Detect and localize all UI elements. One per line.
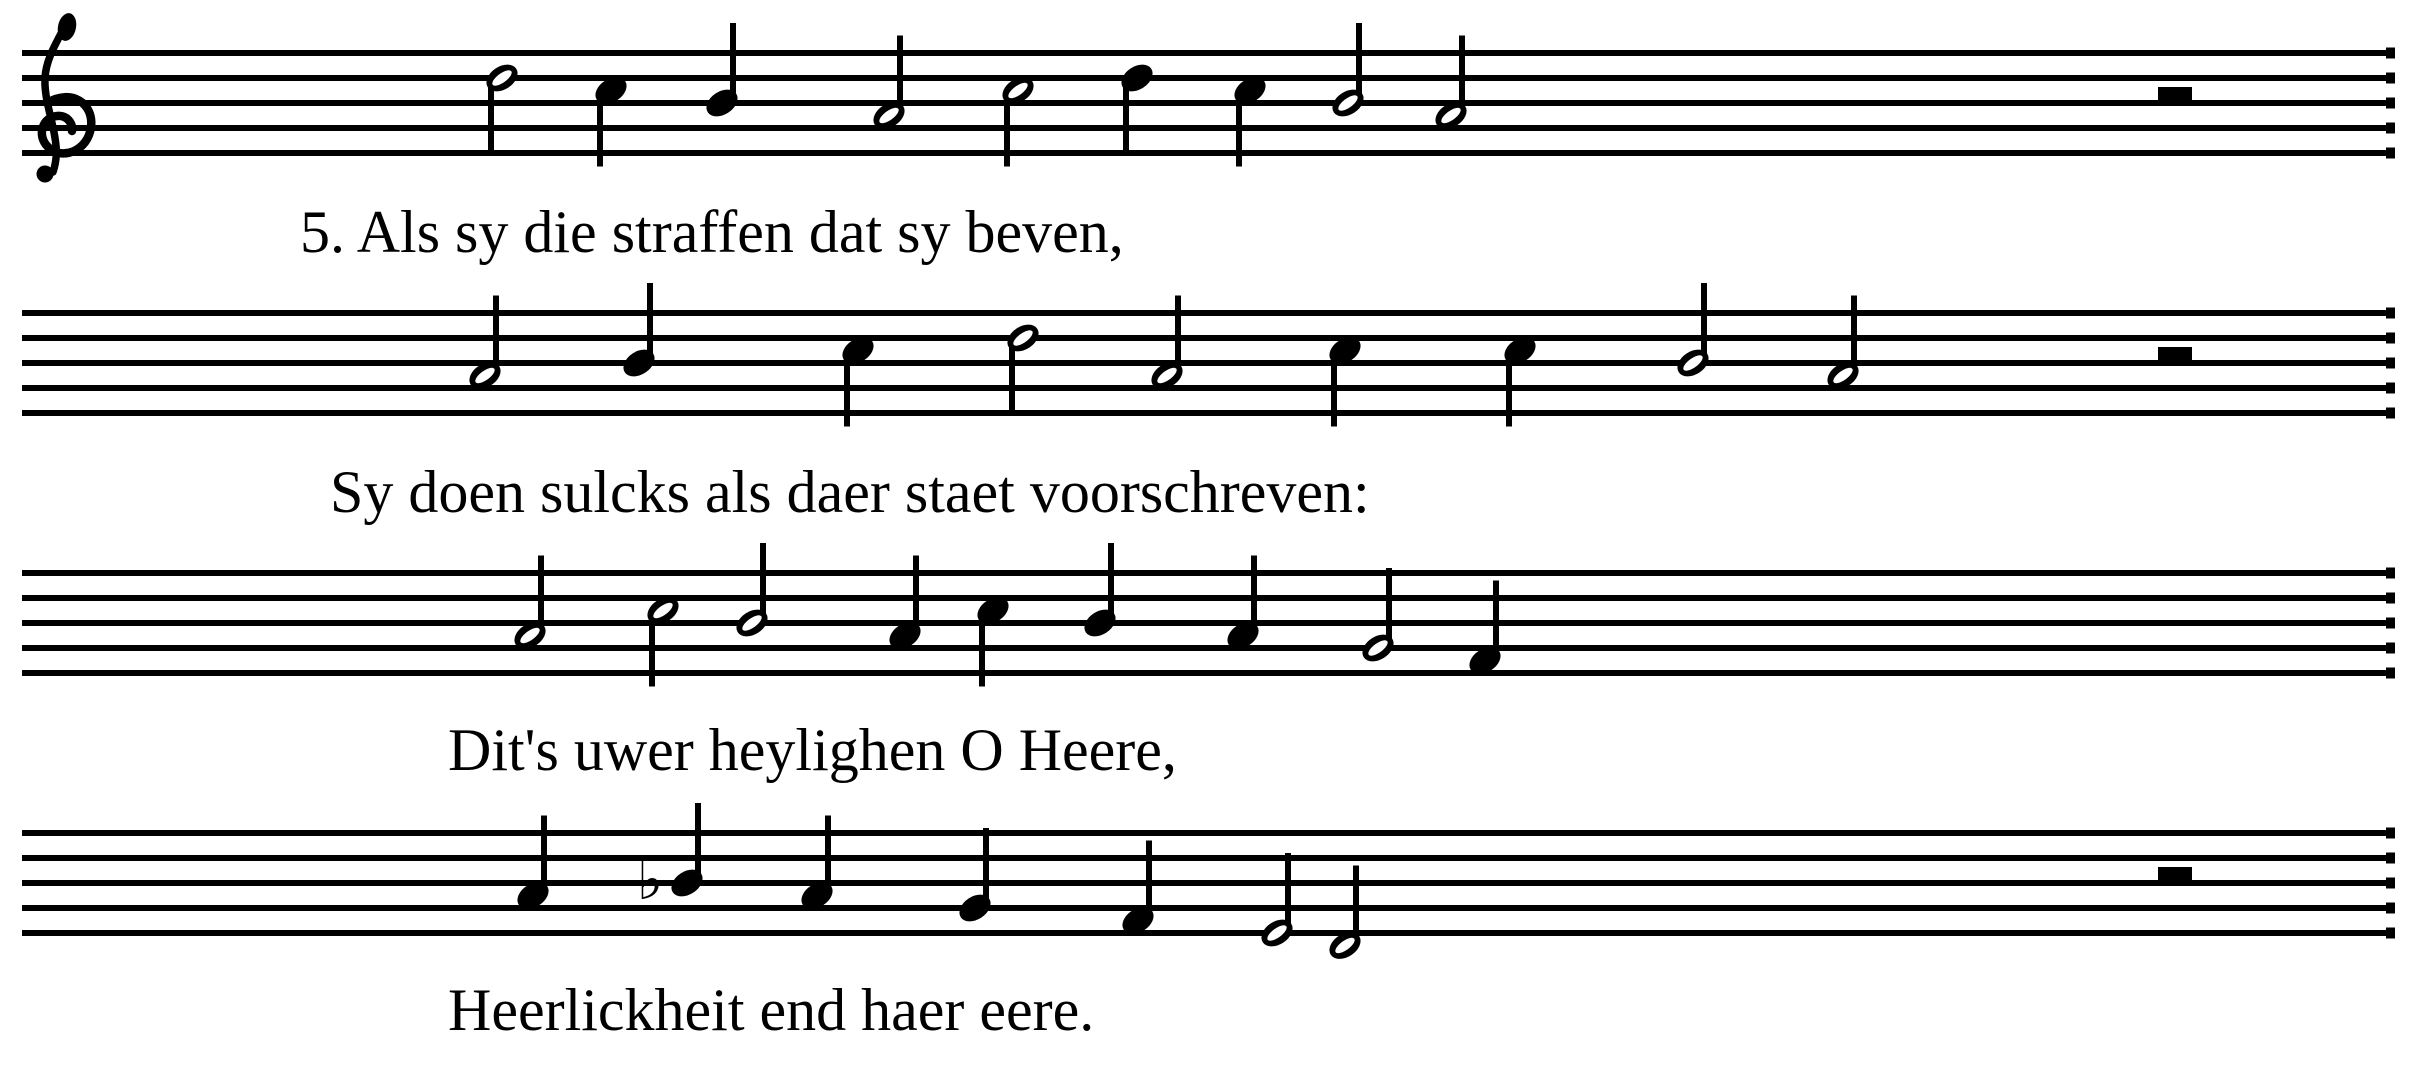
staff-line (22, 880, 2392, 886)
lyric-line-3: Dit's uwer heylighen O Heere, (448, 717, 1177, 783)
staff-line-end-tick (2386, 903, 2395, 914)
staff-line-end-tick (2386, 333, 2395, 344)
staff-line-end-tick (2386, 928, 2395, 939)
staff-line-end-tick (2386, 668, 2395, 679)
staff-line-end-tick (2386, 123, 2395, 134)
staff-line (22, 75, 2392, 81)
half-rest (2158, 87, 2192, 100)
staff-line (22, 620, 2392, 626)
staff-line (22, 360, 2392, 366)
staff-line-end-tick (2386, 853, 2395, 864)
staff-line (22, 855, 2392, 861)
staff-line (22, 830, 2392, 836)
staff-line-end-tick (2386, 878, 2395, 889)
staff-line-end-tick (2386, 148, 2395, 159)
half-rest (2158, 347, 2192, 360)
staff-line (22, 50, 2392, 56)
staff-line-end-tick (2386, 568, 2395, 579)
staff-line (22, 100, 2392, 106)
staff-line (22, 670, 2392, 676)
staff-line-end-tick (2386, 383, 2395, 394)
lyric-line-1: 5. Als sy die straffen dat sy beven, (300, 199, 1124, 265)
staff-line (22, 410, 2392, 416)
staff-line-end-tick (2386, 643, 2395, 654)
staff-line (22, 150, 2392, 156)
staff-line (22, 595, 2392, 601)
staff-line-end-tick (2386, 408, 2395, 419)
staff-line-end-tick (2386, 593, 2395, 604)
staff-line-end-tick (2386, 618, 2395, 629)
staff-line-end-tick (2386, 308, 2395, 319)
staff-line (22, 310, 2392, 316)
staff-line (22, 905, 2392, 911)
staff-line (22, 125, 2392, 131)
clef-bottom-blob (37, 166, 54, 183)
staff-line-end-tick (2386, 828, 2395, 839)
half-rest (2158, 867, 2192, 880)
staff-line-end-tick (2386, 358, 2395, 369)
lyric-line-2: Sy doen sulcks als daer staet voorschreven: (330, 459, 1370, 525)
staff-line-end-tick (2386, 73, 2395, 84)
staff-line-end-tick (2386, 48, 2395, 59)
staff-line (22, 645, 2392, 651)
lyric-line-4: Heerlickheit end haer eere. (448, 977, 1095, 1043)
staff-line (22, 930, 2392, 936)
staff-line (22, 335, 2392, 341)
staff-line-end-tick (2386, 98, 2395, 109)
staff-line (22, 570, 2392, 576)
flat-accidental: ♭ (636, 848, 664, 913)
staff-line (22, 385, 2392, 391)
